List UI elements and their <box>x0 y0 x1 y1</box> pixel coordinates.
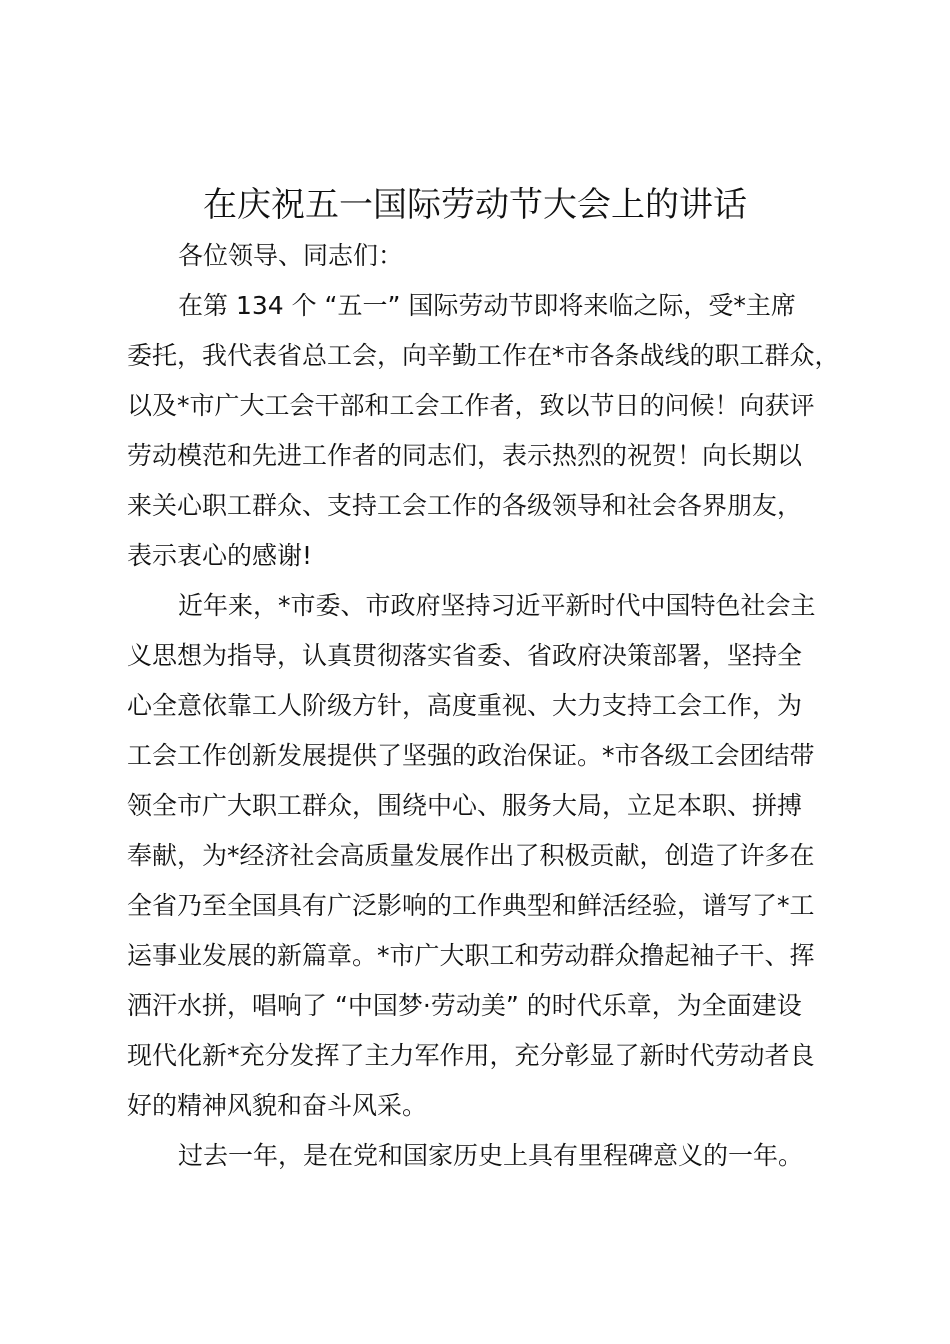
paragraph-1 <box>127 281 840 581</box>
paragraph-line: 表示衷心的感谢! <box>127 541 313 570</box>
paragraph-line: 劳动模范和先进工作者的同志们，表示热烈的祝贺！向长期以 <box>127 441 803 470</box>
paragraph-line: 心全意依靠工人阶级方针，高度重视、大力支持工会工作，为 <box>127 691 803 720</box>
paragraph-line: 奉献，为*经济社会高质量发展作出了积极贡献，创造了许多在 <box>127 841 815 870</box>
paragraph-line: 运事业发展的新篇章。*市广大职工和劳动群众撸起袖子干、挥 <box>127 941 815 970</box>
document-title: 在庆祝五一国际劳动节大会上的讲话 <box>203 185 747 225</box>
paragraph-line: 全省乃至全国具有广泛影响的工作典型和鲜活经验，谱写了*工 <box>127 891 815 920</box>
paragraph-3 <box>127 1131 837 1181</box>
paragraph-2 <box>127 581 837 1131</box>
paragraph-line: 在第 134 个 “五一” 国际劳动节即将来临之际，受*主席 <box>178 291 796 320</box>
paragraph-line: 过去一年，是在党和国家历史上具有里程碑意义的一年。 <box>178 1141 804 1170</box>
salutation: 各位领导、同志们： <box>178 241 404 270</box>
paragraph-line: 好的精神风貌和奋斗风采。 <box>127 1091 428 1120</box>
paragraph-line: 领全市广大职工群众，围绕中心、服务大局，立足本职、拼搏 <box>127 791 803 820</box>
paragraph-line: 洒汗水拼，唱响了 “中国梦·劳动美” 的时代乐章，为全面建设 <box>127 991 802 1020</box>
paragraph-line: 工会工作创新发展提供了坚强的政治保证。*市各级工会团结带 <box>127 741 815 770</box>
paragraph-line: 义思想为指导，认真贯彻落实省委、省政府决策部署，坚持全 <box>127 641 803 670</box>
paragraph-line: 近年来，*市委、市政府坚持习近平新时代中国特色社会主 <box>178 591 816 620</box>
paragraph-line: 以及*市广大工会干部和工会工作者，致以节日的问候！向获评 <box>127 391 815 420</box>
paragraph-line: 委托，我代表省总工会，向辛勤工作在*市各条战线的职工群众， <box>127 341 840 370</box>
paragraph-line: 现代化新*充分发挥了主力军作用，充分彰显了新时代劳动者良 <box>127 1041 815 1070</box>
document-body <box>127 231 840 1181</box>
paragraph-line: 来关心职工群众、支持工会工作的各级领导和社会各界朋友， <box>127 491 803 520</box>
